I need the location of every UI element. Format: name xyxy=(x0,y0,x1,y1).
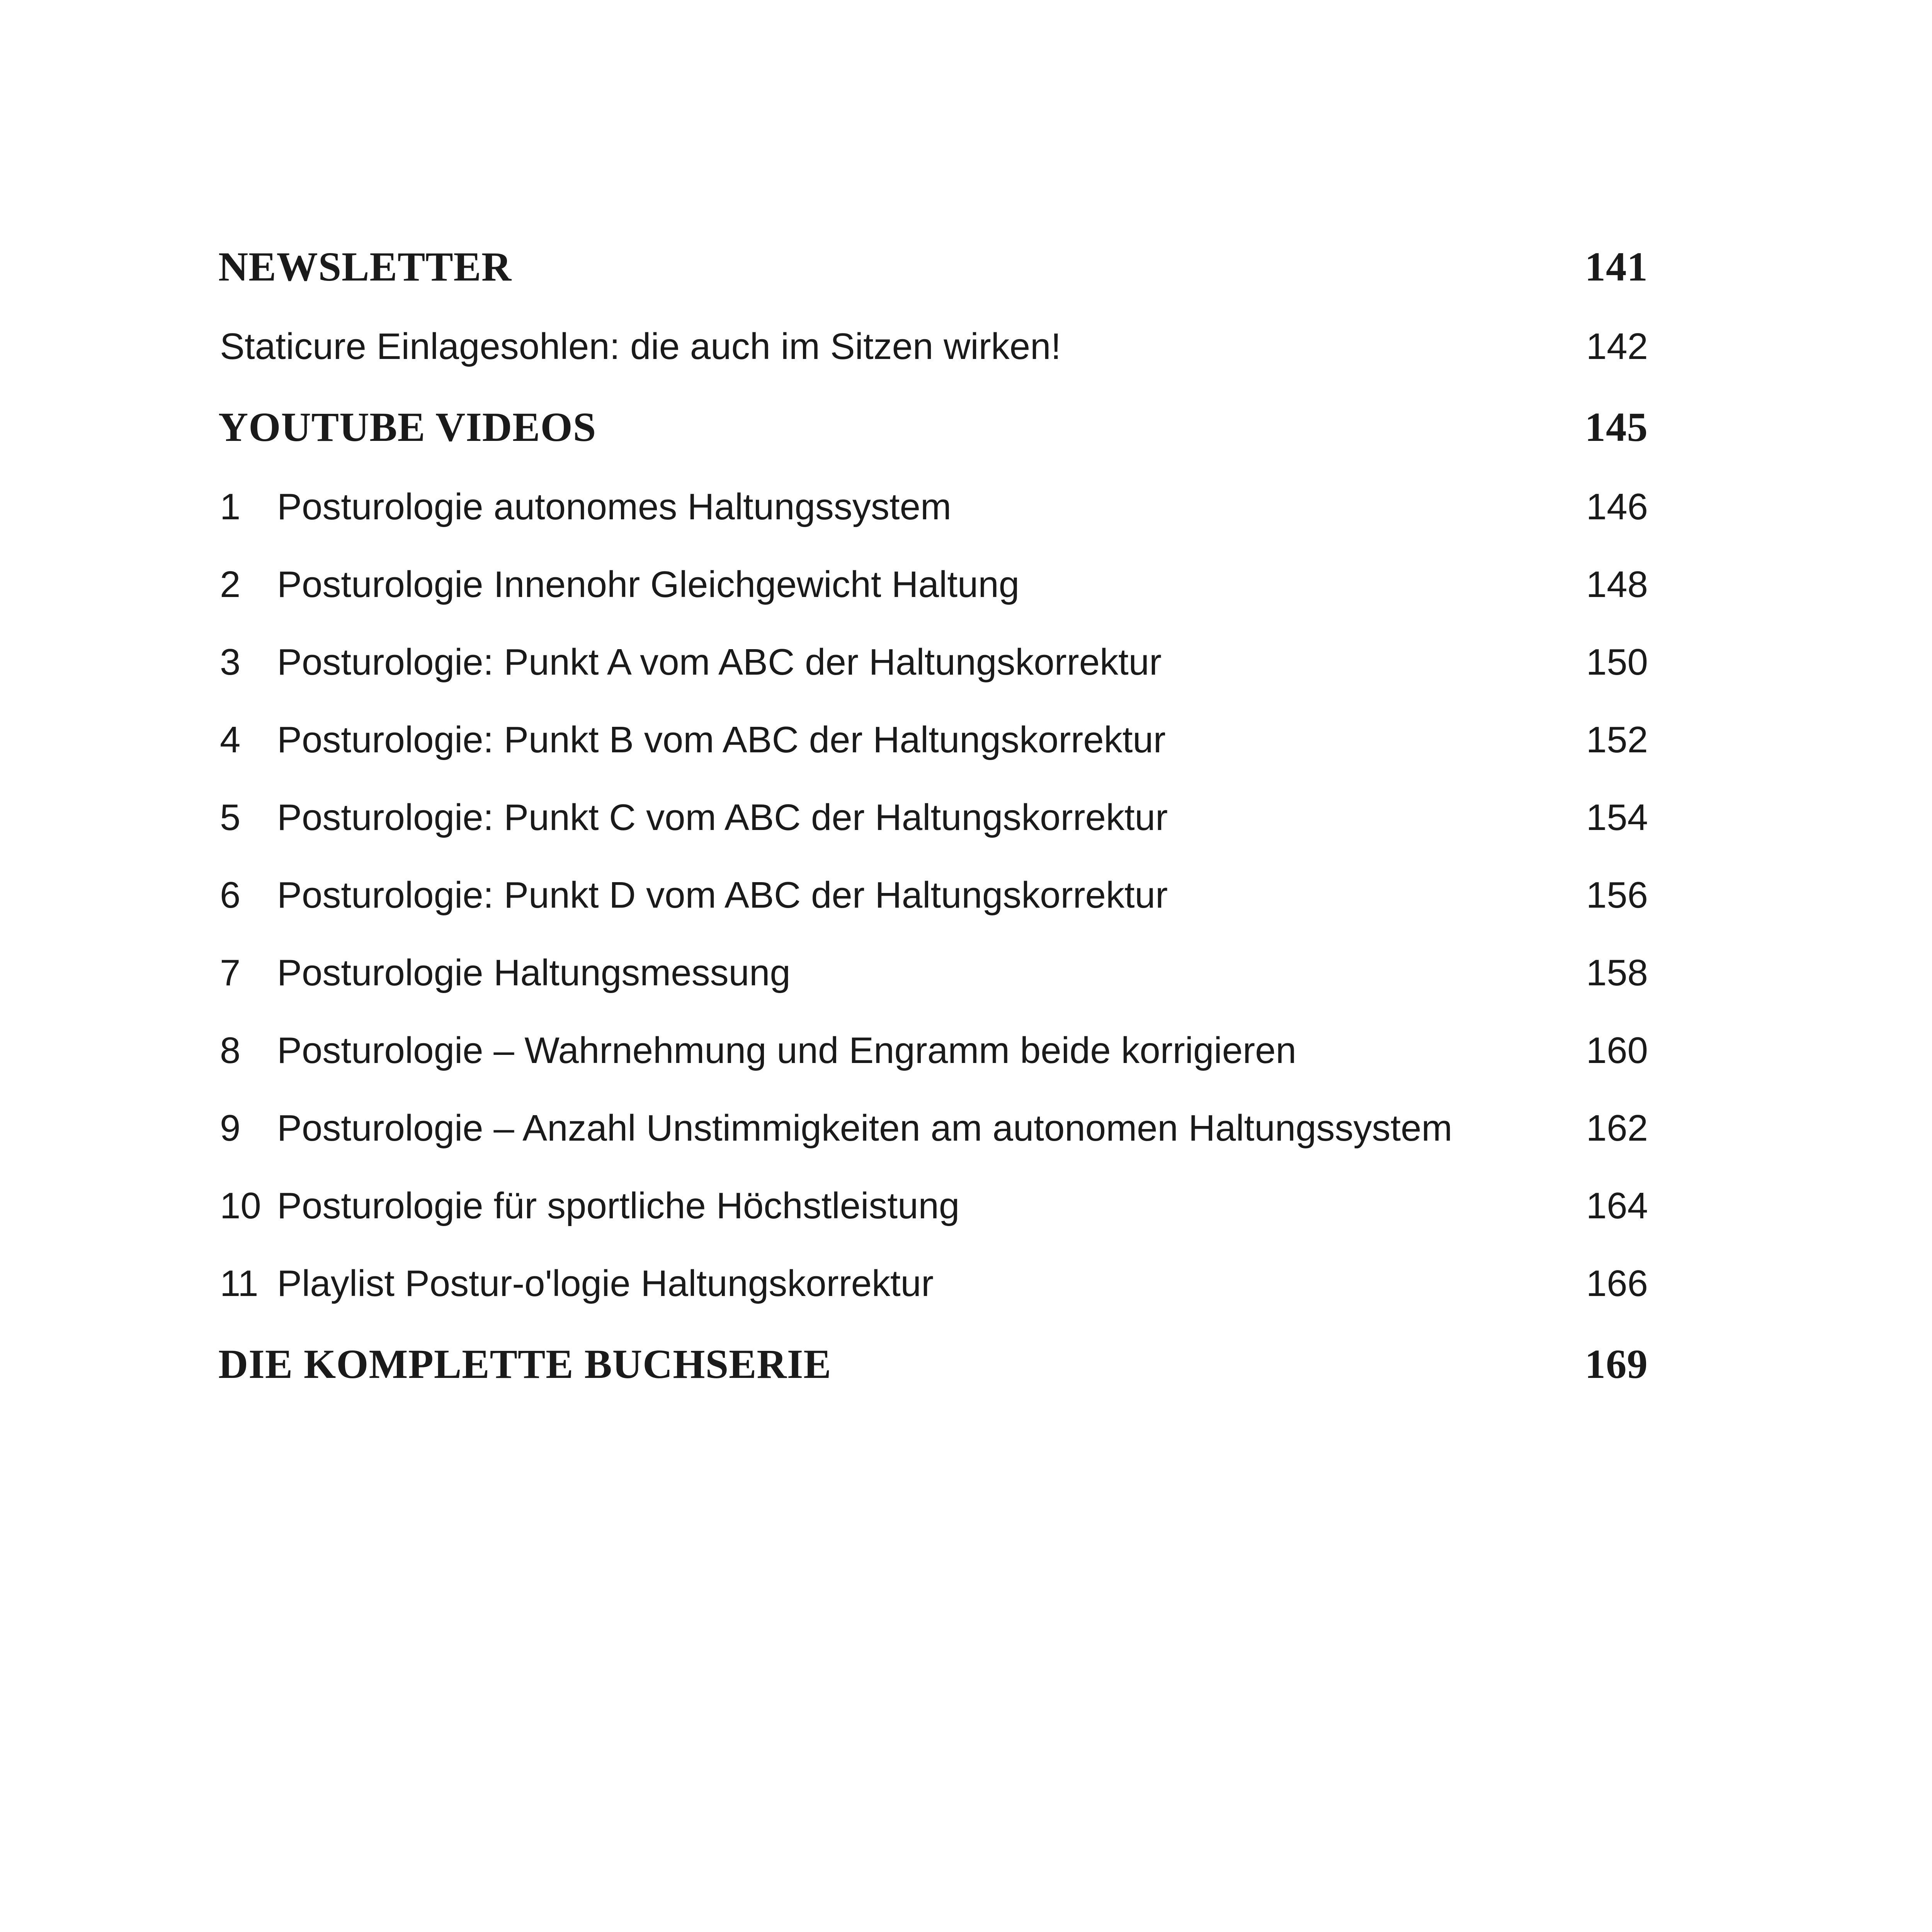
toc-entry-title: Posturologie: Punkt A vom ABC der Haltungskorrektur xyxy=(277,641,1162,683)
toc-page-number: 142 xyxy=(1586,326,1648,367)
toc-heading-title: YOUTUBE VIDEOS xyxy=(218,405,597,450)
toc-entry-number: 2 xyxy=(220,564,241,605)
toc-entry-video-11[interactable] xyxy=(218,1233,1648,1302)
toc-entry-number: 10 xyxy=(220,1185,261,1226)
toc-entry-title: Posturologie für sportliche Höchstleistung xyxy=(277,1185,960,1226)
toc-entry-number: 11 xyxy=(220,1263,259,1304)
toc-page-number: 148 xyxy=(1586,564,1648,605)
toc-page-number: 169 xyxy=(1585,1342,1648,1387)
toc-entry-number: 4 xyxy=(220,719,241,760)
toc-entry-number: 6 xyxy=(220,874,241,916)
toc-page-number: 158 xyxy=(1586,952,1648,993)
toc-entry-staticure[interactable] xyxy=(218,296,1648,365)
toc-entry-title: Posturologie: Punkt B vom ABC der Haltungskorrektur xyxy=(277,719,1166,760)
toc-heading-title: NEWSLETTER xyxy=(218,244,512,290)
toc-entry-number: 8 xyxy=(220,1030,241,1071)
toc-heading-komplette-buchserie[interactable] xyxy=(218,1316,1648,1385)
toc-entry-number: 7 xyxy=(220,952,241,993)
toc-page-number: 166 xyxy=(1586,1263,1648,1304)
toc-page-number: 162 xyxy=(1586,1107,1648,1149)
toc-entry-title: Posturologie Haltungsmessung xyxy=(277,952,791,993)
toc-page-number: 154 xyxy=(1586,797,1648,838)
toc-entry-video-6[interactable] xyxy=(218,844,1648,914)
toc-entry-video-9[interactable] xyxy=(218,1077,1648,1147)
toc-entry-number: 3 xyxy=(220,641,241,683)
toc-entry-video-2[interactable] xyxy=(218,534,1648,603)
toc-entry-title: Posturologie – Anzahl Unstimmigkeiten am autonomen Haltungssystem xyxy=(277,1107,1452,1149)
toc-heading-newsletter[interactable] xyxy=(218,218,1648,288)
toc-entry-video-5[interactable] xyxy=(218,767,1648,836)
toc-entry-video-7[interactable] xyxy=(218,922,1648,992)
toc-entry-video-3[interactable] xyxy=(218,611,1648,681)
toc-entry-video-8[interactable] xyxy=(218,1000,1648,1069)
toc-entry-title: Posturologie: Punkt D vom ABC der Haltungskorrektur xyxy=(277,874,1168,916)
toc-page-number: 150 xyxy=(1586,641,1648,683)
toc-entry-number: 1 xyxy=(220,486,241,527)
toc-page-number: 141 xyxy=(1585,244,1648,290)
toc-entry-title: Staticure Einlagesohlen: die auch im Sitzen wirken! xyxy=(220,326,1061,367)
toc-page-number: 145 xyxy=(1585,405,1648,450)
toc-entry-number: 5 xyxy=(220,797,241,838)
toc-entry-video-1[interactable] xyxy=(218,456,1648,526)
toc-entry-title: Posturologie autonomes Haltungssystem xyxy=(277,486,951,527)
toc-entry-title: Posturologie Innenohr Gleichgewicht Haltung xyxy=(277,564,1020,605)
toc-page-number: 156 xyxy=(1586,874,1648,916)
toc-entry-title: Posturologie: Punkt C vom ABC der Haltungskorrektur xyxy=(277,797,1168,838)
toc-entry-video-4[interactable] xyxy=(218,689,1648,759)
toc-entry-video-10[interactable] xyxy=(218,1155,1648,1225)
toc-page-number: 160 xyxy=(1586,1030,1648,1071)
toc-entry-title: Playlist Postur-o'logie Haltungskorrektur xyxy=(277,1263,934,1304)
toc-page-number: 152 xyxy=(1586,719,1648,760)
toc-entry-title: Posturologie – Wahrnehmung und Engramm beide korrigieren xyxy=(277,1030,1296,1071)
toc-page-number: 146 xyxy=(1586,486,1648,527)
toc-heading-youtube-videos[interactable] xyxy=(218,379,1648,448)
toc-entry-number: 9 xyxy=(220,1107,241,1149)
toc-page-number: 164 xyxy=(1586,1185,1648,1226)
toc-heading-title: DIE KOMPLETTE BUCHSERIE xyxy=(218,1342,832,1387)
